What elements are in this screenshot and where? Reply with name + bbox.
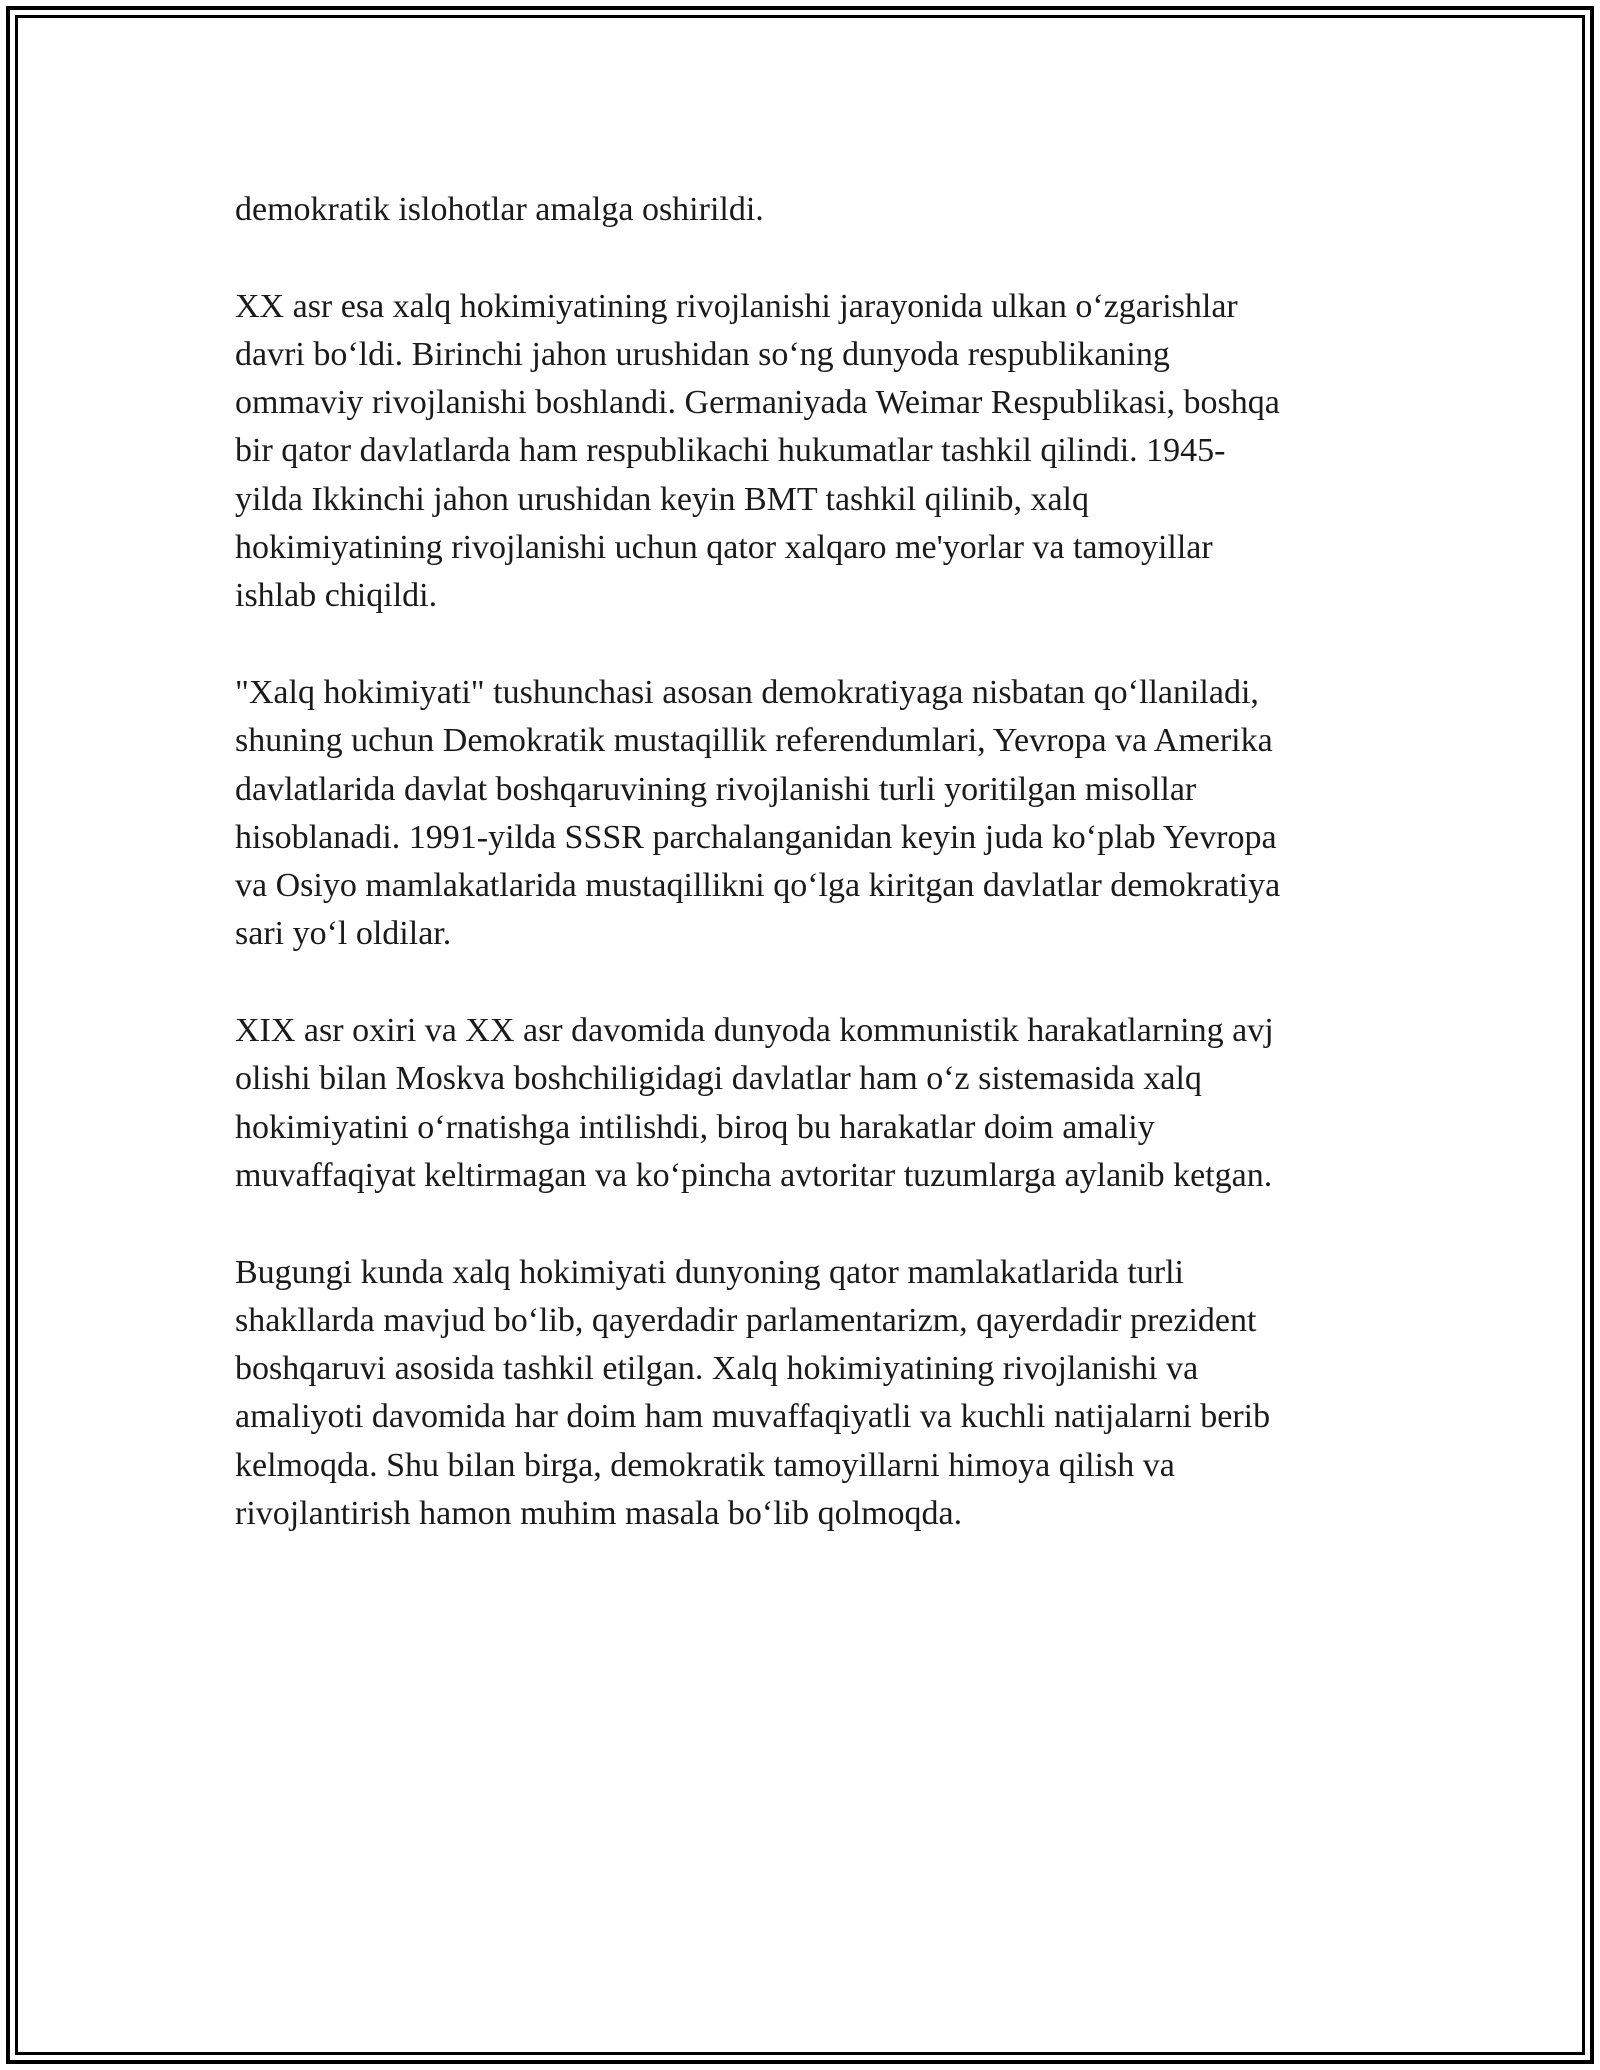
paragraph-3: "Xalq hokimiyati" tushunchasi asosan demokratiyaga nisbatan qo‘llaniladi, shuning uchun Demokratik mustaqillik referendumlari, Yevropa va Amerika davlatlarida davlat boshqaruvining rivojlanishi turli yoritilgan misollar hisoblanadi. 1991-yilda SSSR parchalanganidan keyin juda ko‘plab Yevropa va Osiyo mamlakatlarida mustaqillikni qo‘lga kiritgan davlatlar demokratiya sari yo‘l oldilar. — [235, 673, 1281, 953]
paragraph-2: XX asr esa xalq hokimiyatining rivojlanishi jarayonida ulkan o‘zgarishlar davri bo‘ldi. Birinchi jahon urushidan so‘ng dunyoda respublikaning ommaviy rivojlanishi boshlandi. Germaniyada Weimar Respublikasi, boshqa bir qator davlatlarda ham respublikachi hukumatlar tashkil qilindi. 1945- yilda Ikkinchi jahon urushidan keyin BMT tashkil qilinib, xalq hokimiyatining rivojlanishi uchun qator xalqaro me'yorlar va tamoyillar ishlab chiqildi. — [235, 287, 1280, 615]
paragraph-1: demokratik islohotlar amalga oshirildi. — [235, 191, 764, 228]
paragraph-5: Bugungi kunda xalq hokimiyati dunyoning qator mamlakatlarida turli shakllarda mavjud bo‘lib, qayerdadir parlamentarizm, qayerdadir prezident boshqaruvi asosida tashkil etilgan. Xalq hokimiyatining rivojlanishi va amaliyoti davomida har doim ham muvaffaqiyatli va kuchli natijalarni berib kelmoqda. Shu bilan birga, demokratik tamoyillarni himoya qilish va rivojlantirish hamon muhim masala bo‘lib qolmoqda. — [235, 1253, 1271, 1533]
document-body — [235, 186, 1395, 1587]
paragraph-4: XIX asr oxiri va XX asr davomida dunyoda kommunistik harakatlarning avj olishi bilan Moskva boshchiligidagi davlatlar ham o‘z sistemasida xalq hokimiyatini o‘rnatishga intilishdi, biroq bu harakatlar doim amaliy muvaffaqiyat keltirmagan va ko‘pincha avtoritar tuzumlarga aylanib ketgan. — [235, 1012, 1274, 1194]
